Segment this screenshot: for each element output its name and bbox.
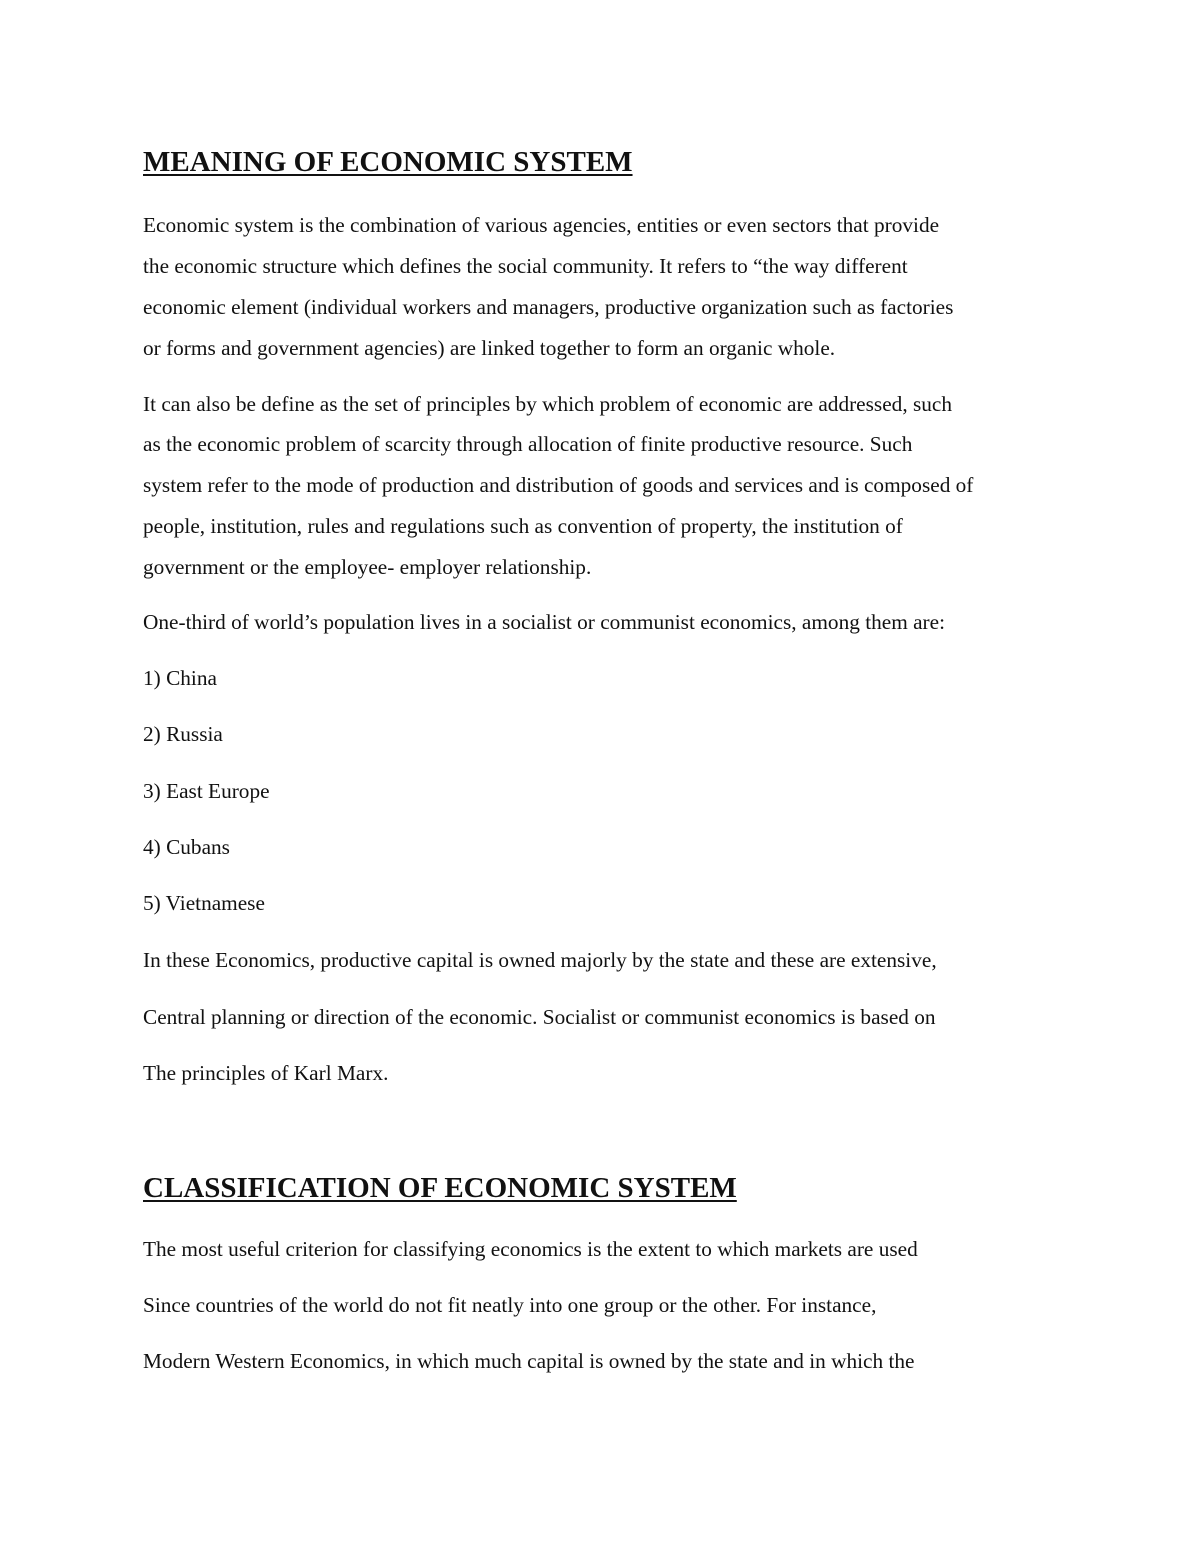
- paragraph-line: people, institution, rules and regulations such as convention of property, the institution of: [143, 514, 903, 538]
- heading-classification: CLASSIFICATION OF ECONOMIC SYSTEM: [143, 1172, 737, 1204]
- paragraph-line: or forms and government agencies) are linked together to form an organic whole.: [143, 336, 836, 360]
- paragraph-line: economic element (individual workers and managers, productive organization such as factories: [143, 295, 954, 319]
- list-item-china: 1) China: [143, 666, 217, 690]
- paragraph-line: The principles of Karl Marx.: [143, 1061, 389, 1085]
- paragraph-line: government or the employee- employer relationship.: [143, 555, 592, 579]
- paragraph-line: Central planning or direction of the economic. Socialist or communist economics is based on: [143, 1005, 936, 1029]
- paragraph-line: Economic system is the combination of various agencies, entities or even sectors that provide: [143, 213, 940, 237]
- paragraph-line: Since countries of the world do not fit neatly into one group or the other. For instance,: [143, 1293, 877, 1317]
- paragraph-line: It can also be define as the set of principles by which problem of economic are addressed, such: [143, 392, 953, 416]
- paragraph-line: The most useful criterion for classifying economics is the extent to which markets are used: [143, 1237, 918, 1261]
- intro-line: One-third of world’s population lives in a socialist or communist economics, among them are:: [143, 610, 946, 634]
- list-item-vietnamese: 5) Vietnamese: [143, 891, 265, 915]
- heading-meaning: MEANING OF ECONOMIC SYSTEM: [143, 146, 633, 178]
- list-item-russia: 2) Russia: [143, 722, 223, 746]
- paragraph-line: system refer to the mode of production and distribution of goods and services and is composed of: [143, 473, 974, 497]
- paragraph-line: the economic structure which defines the social community. It refers to “the way different: [143, 254, 908, 278]
- paragraph-line: as the economic problem of scarcity through allocation of finite productive resource. Such: [143, 432, 913, 456]
- paragraph-line: In these Economics, productive capital is owned majorly by the state and these are extensive,: [143, 948, 937, 972]
- paragraph-line: Modern Western Economics, in which much capital is owned by the state and in which the: [143, 1349, 915, 1373]
- list-item-east-europe: 3) East Europe: [143, 779, 270, 803]
- list-item-cubans: 4) Cubans: [143, 835, 230, 859]
